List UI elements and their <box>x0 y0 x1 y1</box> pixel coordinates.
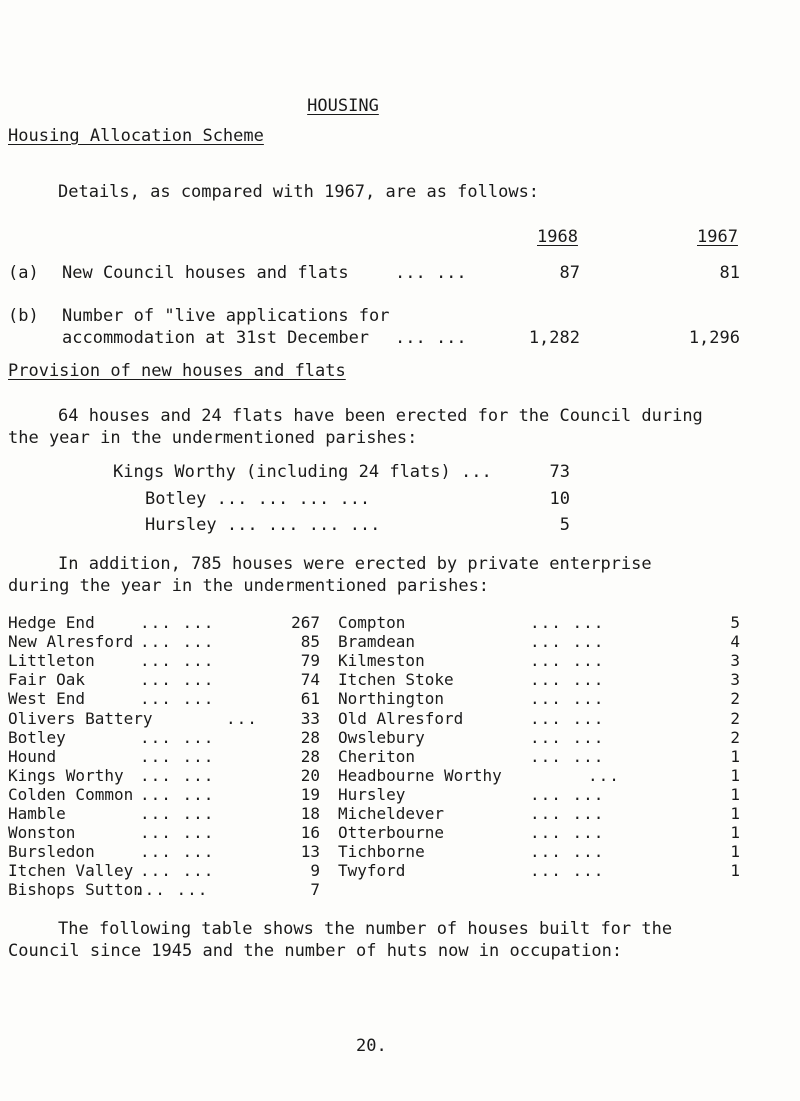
council-parish-value: 5 <box>559 515 570 535</box>
parish-name: Hamble <box>8 804 66 823</box>
row-a-dots: ... ... <box>395 263 467 283</box>
parish-name: Itchen Stoke <box>338 670 454 690</box>
parish-value: 2 <box>730 708 740 728</box>
parish-value: 28 <box>300 727 320 747</box>
parish-value: 1 <box>730 804 740 823</box>
page-number: 20. <box>356 1036 387 1056</box>
leader-dots: ... ... <box>140 823 215 843</box>
parish-name: Twyford <box>338 861 406 881</box>
parish-value: 1 <box>730 823 740 843</box>
row-b-value-1967: 1,296 <box>688 328 740 348</box>
leader-dots: ... ... <box>140 765 215 785</box>
parish-name: Hound <box>8 746 57 766</box>
leader-dots: ... ... <box>530 708 605 728</box>
leader-dots: ... ... <box>140 804 215 823</box>
column-header-1967: 1967 <box>697 227 738 247</box>
row-b-text-line2: accommodation at 31st December <box>62 328 370 348</box>
leader-dots: ... ... <box>140 746 215 766</box>
leader-dots: ... ... <box>140 651 215 671</box>
parish-value: 28 <box>300 746 320 766</box>
page-heading: HOUSING <box>307 96 379 116</box>
council-parish-value: 73 <box>549 462 570 482</box>
leader-dots: ... ... <box>530 861 605 881</box>
parish-value: 18 <box>300 804 320 823</box>
parish-value: 13 <box>300 842 320 862</box>
closing-paragraph-line2: Council since 1945 and the number of huts now in occupation: <box>8 941 623 961</box>
parish-value: 1 <box>730 784 740 804</box>
parish-value: 61 <box>300 689 320 709</box>
leader-dots: ... ... <box>530 746 605 766</box>
parish-value: 20 <box>300 765 320 785</box>
parish-name: Botley <box>8 727 66 747</box>
parish-name: Wonston <box>8 823 76 843</box>
parish-name: Micheldever <box>338 804 444 823</box>
parish-value: 33 <box>300 708 320 728</box>
parish-name: West End <box>8 689 86 709</box>
parish-name: Old Alresford <box>338 708 464 728</box>
parish-value: 7 <box>310 880 320 900</box>
parish-value: 2 <box>730 689 740 709</box>
provision-paragraph-line1: 64 houses and 24 flats have been erected for the Council during <box>58 406 703 426</box>
parish-value: 74 <box>300 670 320 690</box>
row-a-label: (a) <box>8 263 39 283</box>
row-b-label: (b) <box>8 306 39 326</box>
leader-dots: ... ... <box>140 632 215 652</box>
parish-name: Hursley <box>338 784 406 804</box>
parish-name: Cheriton <box>338 746 416 766</box>
parish-value: 3 <box>730 670 740 690</box>
parish-value: 85 <box>300 632 320 652</box>
leader-dots: ... <box>588 765 620 785</box>
leader-dots: ... <box>226 708 258 728</box>
parish-name: Northington <box>338 689 444 709</box>
parish-value: 4 <box>730 632 740 652</box>
row-a-text: New Council houses and flats <box>62 263 349 283</box>
parish-value: 5 <box>730 613 740 632</box>
leader-dots: ... ... <box>530 670 605 690</box>
parish-name: Owslebury <box>338 727 425 747</box>
parish-name: Otterbourne <box>338 823 444 843</box>
parish-name: Bursledon <box>8 842 95 862</box>
parish-value: 267 <box>291 613 320 632</box>
parish-name: New Alresford <box>8 632 134 652</box>
parish-value: 9 <box>310 861 320 881</box>
leader-dots: ... ... <box>134 880 209 900</box>
parish-name: Compton <box>338 613 406 632</box>
parish-name: Olivers Battery <box>8 708 153 728</box>
leader-dots: ... ... <box>530 613 605 632</box>
parish-value: 1 <box>730 746 740 766</box>
parish-value: 1 <box>730 765 740 785</box>
council-parish-name: Kings Worthy (including 24 flats) ... <box>113 462 492 482</box>
allocation-intro: Details, as compared with 1967, are as follows: <box>58 182 540 202</box>
leader-dots: ... ... <box>530 804 605 823</box>
parish-name: Bramdean <box>338 632 416 652</box>
parish-value: 3 <box>730 651 740 671</box>
parish-value: 19 <box>300 784 320 804</box>
leader-dots: ... ... <box>530 784 605 804</box>
parish-name: Tichborne <box>338 842 425 862</box>
provision-paragraph-line2: the year in the undermentioned parishes: <box>8 428 418 448</box>
council-parish-value: 10 <box>549 489 570 509</box>
parish-value: 79 <box>300 651 320 671</box>
leader-dots: ... ... <box>530 632 605 652</box>
parish-name: Headbourne Worthy <box>338 765 502 785</box>
leader-dots: ... ... <box>530 823 605 843</box>
closing-paragraph-line1: The following table shows the number of houses built for the <box>58 919 673 939</box>
row-a-value-1967: 81 <box>719 263 740 283</box>
row-b-text-line1: Number of "live applications for <box>62 306 390 326</box>
leader-dots: ... ... <box>530 689 605 709</box>
column-header-1968: 1968 <box>537 227 578 247</box>
row-a-value-1968: 87 <box>559 263 580 283</box>
parish-value: 2 <box>730 727 740 747</box>
parish-name: Kings Worthy <box>8 765 124 785</box>
leader-dots: ... ... <box>140 613 215 632</box>
leader-dots: ... ... <box>140 727 215 747</box>
leader-dots: ... ... <box>140 670 215 690</box>
leader-dots: ... ... <box>530 727 605 747</box>
parish-value: 16 <box>300 823 320 843</box>
row-b-value-1968: 1,282 <box>528 328 580 348</box>
parish-value: 1 <box>730 842 740 862</box>
parish-name: Hedge End <box>8 613 95 632</box>
leader-dots: ... ... <box>140 842 215 862</box>
private-paragraph-line2: during the year in the undermentioned parishes: <box>8 576 490 596</box>
parish-name: Kilmeston <box>338 651 425 671</box>
leader-dots: ... ... <box>140 861 215 881</box>
parish-value: 1 <box>730 861 740 881</box>
council-parish-name: Botley ... ... ... ... <box>145 489 371 509</box>
council-parish-name: Hursley ... ... ... ... <box>145 515 381 535</box>
leader-dots: ... ... <box>530 651 605 671</box>
parish-name: Colden Common <box>8 784 134 804</box>
parish-name: Fair Oak <box>8 670 86 690</box>
parish-name: Itchen Valley <box>8 861 134 881</box>
leader-dots: ... ... <box>530 842 605 862</box>
parish-name: Littleton <box>8 651 95 671</box>
parish-name: Bishops Sutton <box>8 880 143 900</box>
private-paragraph-line1: In addition, 785 houses were erected by private enterprise <box>58 554 652 574</box>
leader-dots: ... ... <box>140 784 215 804</box>
section-title-allocation: Housing Allocation Scheme <box>8 126 264 146</box>
leader-dots: ... ... <box>140 689 215 709</box>
row-b-dots: ... ... <box>395 328 467 348</box>
section-title-provision: Provision of new houses and flats <box>8 361 346 381</box>
